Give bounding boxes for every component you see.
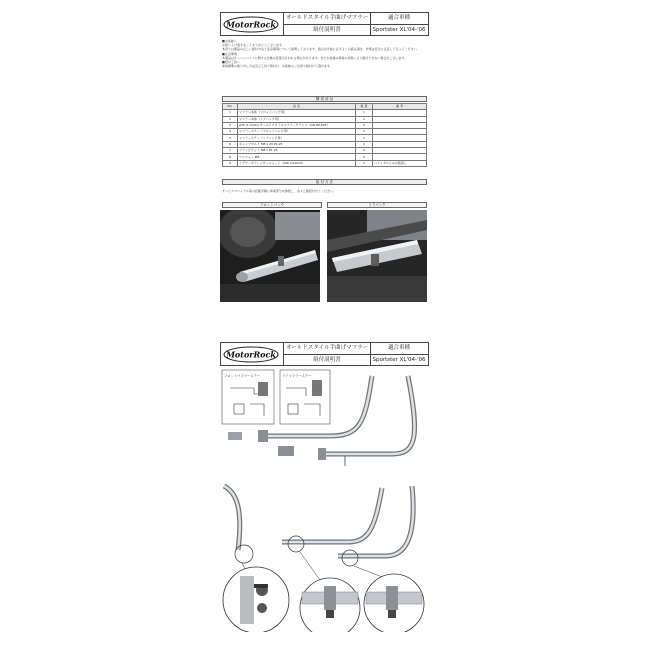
- parts-table-cell: 1: [356, 110, 373, 116]
- install-lead-text: サービスマニュアル等の記載手順に車両部分を参照し、各々と確認付けてください。: [222, 189, 336, 193]
- col-header: No.: [223, 104, 238, 110]
- rear-stay-inset: [280, 370, 330, 424]
- parts-table-cell: イグナーガイレンサーショート（DID CAX015）: [238, 160, 356, 166]
- instruction-sheet-1: [220, 12, 429, 302]
- parts-table-cell: 3: [223, 122, 238, 128]
- parts-section-bar: 構 成 部 品: [222, 96, 427, 102]
- parts-table-cell: ベアメタルにのみ装着し: [373, 160, 427, 166]
- parts-table-cell: 4: [223, 129, 238, 135]
- sheet2-fitment: [370, 343, 428, 365]
- rear-stay-label: リアマフラーステー: [282, 374, 312, 378]
- muffler-clamp: [318, 448, 326, 460]
- sheet2-subtitle: 組付説明書: [313, 357, 341, 363]
- parts-table-cell: 1: [223, 110, 238, 116]
- note-line: お買い上げ頂きましてありがとうございます。: [222, 43, 285, 48]
- parts-table-cell: 9: [223, 160, 238, 166]
- detail-circle-mid: [300, 578, 360, 632]
- photo-rear-bank: [327, 210, 427, 302]
- parts-table-row: [223, 160, 427, 166]
- note-line: 本製品はオーバーパイプに関する仕様の変更が行われる場合があります。またお客様の車両の状態により組付できない場合がございます。: [222, 55, 408, 60]
- parts-table-cell: 2: [356, 122, 373, 128]
- note-line: 車両標準の取り外し方法及び工具で取付け、お客様のご自身で取付けて頂けます。: [222, 64, 333, 69]
- muffler-clamp: [228, 432, 242, 440]
- sheet1-header: [220, 12, 429, 36]
- photo-rear-label: リアバンク: [327, 202, 427, 208]
- motorrock-logo: [223, 346, 279, 363]
- parts-table-cell: フランジナット M8 x P1.25: [238, 148, 356, 154]
- parts-table-cell: 8: [223, 154, 238, 160]
- svg-text:MotorRock: MotorRock: [226, 349, 276, 360]
- parts-table-cell: マフラーステー（フロントバンク用）: [238, 129, 356, 135]
- col-header: 数 量: [356, 104, 373, 110]
- col-header: 品 名: [238, 104, 356, 110]
- sheet2-title-block: [283, 343, 371, 365]
- front-stay-label: フロントマフラーステー: [224, 374, 261, 378]
- parts-table-cell: 1: [356, 129, 373, 135]
- motorrock-logo: [223, 16, 279, 33]
- sheet2-title: オールドスタイル手曲げマフラー: [284, 343, 370, 355]
- parts-table-cell: 2: [356, 141, 373, 147]
- parts-table: [222, 103, 427, 167]
- note-line: ■お客様へ: [222, 39, 237, 43]
- muffler-clamp: [258, 430, 268, 442]
- muffler-clamp: [278, 446, 294, 456]
- sheet1-fit-model: Sportster XL'04-'06: [372, 27, 426, 33]
- parts-table-cell: マフラーステー（リアバンク用）: [238, 135, 356, 141]
- parts-table-cell: キャップボルト M8 x 20 P1.25: [238, 141, 356, 147]
- col-header: 備 考: [373, 104, 427, 110]
- parts-table-cell: 5: [223, 135, 238, 141]
- parts-table-cell: 1: [356, 135, 373, 141]
- parts-table-cell: 2: [356, 154, 373, 160]
- sheet2-fit-model: Sportster XL'04-'06: [372, 357, 426, 363]
- parts-table-cell: 2: [356, 148, 373, 154]
- parts-table-cell: 1: [356, 116, 373, 122]
- sheet1-title: オールドスタイル手曲げマフラー: [284, 13, 370, 25]
- photo-front-label: フロントバンク: [222, 202, 322, 208]
- sheet1-fit-label: 適合車種: [370, 13, 428, 25]
- front-stay-inset: [222, 370, 274, 424]
- parts-table-cell: マフラー本体（リアバンク用）: [238, 116, 356, 122]
- sheet1-notes: [222, 39, 427, 68]
- parts-table-cell: 7: [223, 148, 238, 154]
- parts-table-cell: φ45 (1-3/4in) オールドスタイルマフラークランプ（GR-ZZ-P25）: [238, 122, 356, 128]
- sheet1-fitment: [370, 13, 428, 35]
- parts-table-cell: ワッシャー M8: [238, 154, 356, 160]
- note-line: ■注意事項: [222, 51, 237, 56]
- note-line: ■組付工具へ: [222, 60, 240, 65]
- exploded-parts-diagram: [220, 368, 429, 632]
- detail-circle-front: [223, 567, 289, 632]
- photo-front-bank: [220, 210, 320, 302]
- parts-table-cell: 1: [356, 160, 373, 166]
- sheet2-header: [220, 342, 429, 366]
- instruction-sheet-2: [220, 342, 429, 632]
- svg-text:MotorRock: MotorRock: [226, 19, 276, 30]
- parts-table-cell: 6: [223, 141, 238, 147]
- parts-table-cell: マフラー本体（フロントバンク用）: [238, 110, 356, 116]
- note-line: 本書では製品の正しい組付方法と注意事項について説明しております。組み付け前に必ずよくお読み頂き、作業は安全に注意して行ってください。: [222, 47, 420, 52]
- install-section-bar: 組 付 方 法: [222, 179, 427, 185]
- detail-circle-rear: [364, 574, 424, 632]
- sheet2-fit-label: 適合車種: [370, 343, 428, 355]
- sheet1-title-block: [283, 13, 371, 35]
- parts-table-cell: 2: [223, 116, 238, 122]
- sheet1-subtitle: 組付説明書: [313, 27, 341, 33]
- assembled-front-pipe: [224, 486, 240, 550]
